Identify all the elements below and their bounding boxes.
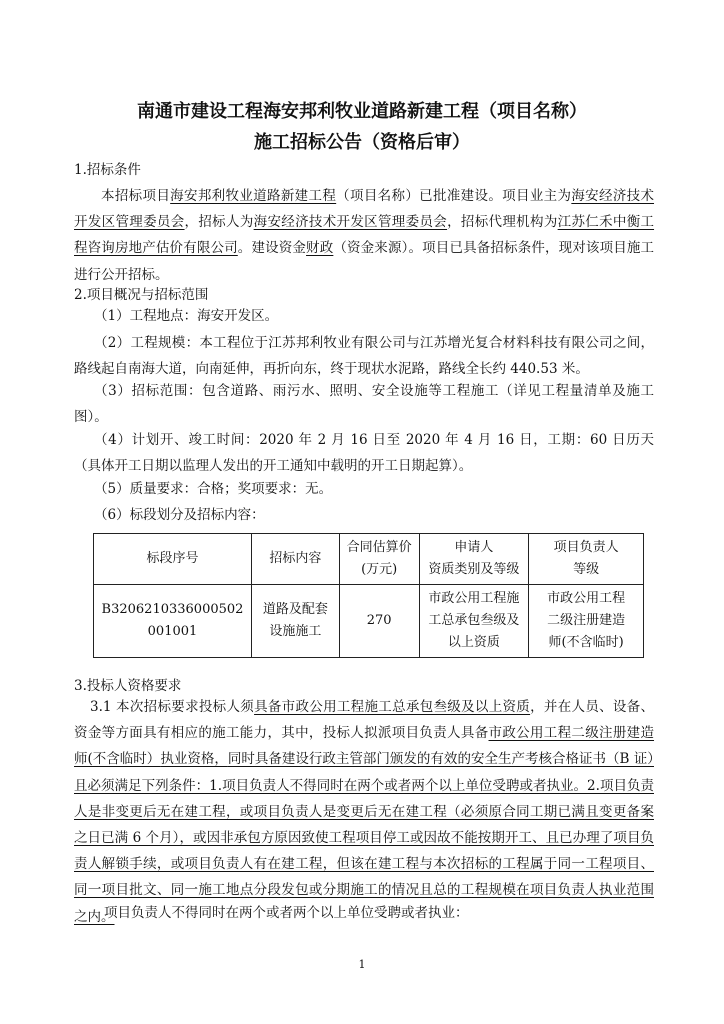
section-1-paragraph: 本招标项目海安邦利牧业道路新建工程（项目名称）已批准建设。项目业主为海安经济技术开发区管理委员会，招标人为海安经济技术开发区管理委员会，招标代理机构为江苏仁禾中衡工程咨询房地产估价有限公司。建设资金财政（资金来源）。项目已具备招标条件，现对该项目施工进行公开招标。 xyxy=(74,188,655,283)
tender-section-table xyxy=(93,533,644,658)
section-1-heading: 1.招标条件 xyxy=(74,162,141,178)
item-sections: （6）标段划分及招标内容： xyxy=(94,507,265,523)
item-quality: （5）质量要求：合格；奖项要求：无。 xyxy=(94,481,333,497)
cell-content: 道路及配套 设施施工 xyxy=(251,585,339,658)
section-3-paragraph: 3.1 本次招标要求投标人须具备市政公用工程施工总承包叁级及以上资质，并在人员、设备、资金等方面具有相应的施工能力，其中，投标人拟派项目负责人具备市政公用工程二级注册建造师(不含临时）执业资格，同时具备建设行政主管部门颁发的有效的安全生产考核合格证书（B 证）且必须满足下列条件：1.项目负责人不得同时在两个或者两个以上单位受聘或者执业。2.项目负责人是非变更后无在建工程，或项目负责人是变更后无在建工程（必须原合同工期已满且变更备案之日已满 6 个月），或因非承包方原因致使工程项目停工或因故不能按期开工、且已办理了项目负责人解锁手续，或项目负责人有在建工程，但该在建工程与本次招标的工程属于同一工程项目、同一项目批文、同一施工地点分段发包或分期施工的情况且总的工程规模在项目负责人执业范围之内。 xyxy=(74,699,655,925)
section-3-last-line: 项目负责人不得同时在两个或者两个以上单位受聘或者执业： xyxy=(104,905,469,921)
header-project-lead: 项目负责人 等级 xyxy=(529,534,644,585)
header-content: 招标内容 xyxy=(251,534,339,585)
document-subtitle: 施工招标公告（资格后审） xyxy=(254,132,470,153)
table-header-row xyxy=(94,534,644,585)
item-location: （1）工程地点：海安开发区。 xyxy=(94,308,279,324)
cell-qualification: 市政公用工程施 工总承包叁级及 以上资质 xyxy=(419,585,529,658)
item-scope: （3）招标范围：包含道路、雨污水、照明、安全设施等工程施工（详见工程量清单及施工图）。 xyxy=(74,383,654,426)
item-scale: （2）工程规模：本工程位于江苏邦利牧业有限公司与江苏增光复合材料科技有限公司之间，路线起自南海大道，向南延伸，再折向东，终于现状水泥路，路线全长约 440.53 米。 xyxy=(74,335,654,378)
cell-section-code: B3206210336000502 001001 xyxy=(94,585,252,658)
document-title: 南通市建设工程海安邦利牧业道路新建工程（项目名称） xyxy=(137,101,587,122)
cell-price: 270 xyxy=(339,585,419,658)
header-section-code: 标段序号 xyxy=(94,534,252,585)
header-price: 合同估算价 (万元) xyxy=(339,534,419,585)
item-schedule: （4）计划开、竣工时间：2020 年 2 月 16 日至 2020 年 4 月 16 日，工期：60 日历天（具体开工日期以监理人发出的开工通知中载明的开工日期起算）。 xyxy=(74,432,654,475)
section-3-heading: 3.投标人资格要求 xyxy=(74,678,182,694)
section-2-heading: 2.项目概况与招标范围 xyxy=(74,287,209,303)
cell-project-lead: 市政公用工程 二级注册建造 师(不含临时) xyxy=(529,585,644,658)
page-number: 1 xyxy=(358,958,366,971)
header-applicant: 申请人 资质类别及等级 xyxy=(419,534,529,585)
table-row xyxy=(94,585,644,658)
